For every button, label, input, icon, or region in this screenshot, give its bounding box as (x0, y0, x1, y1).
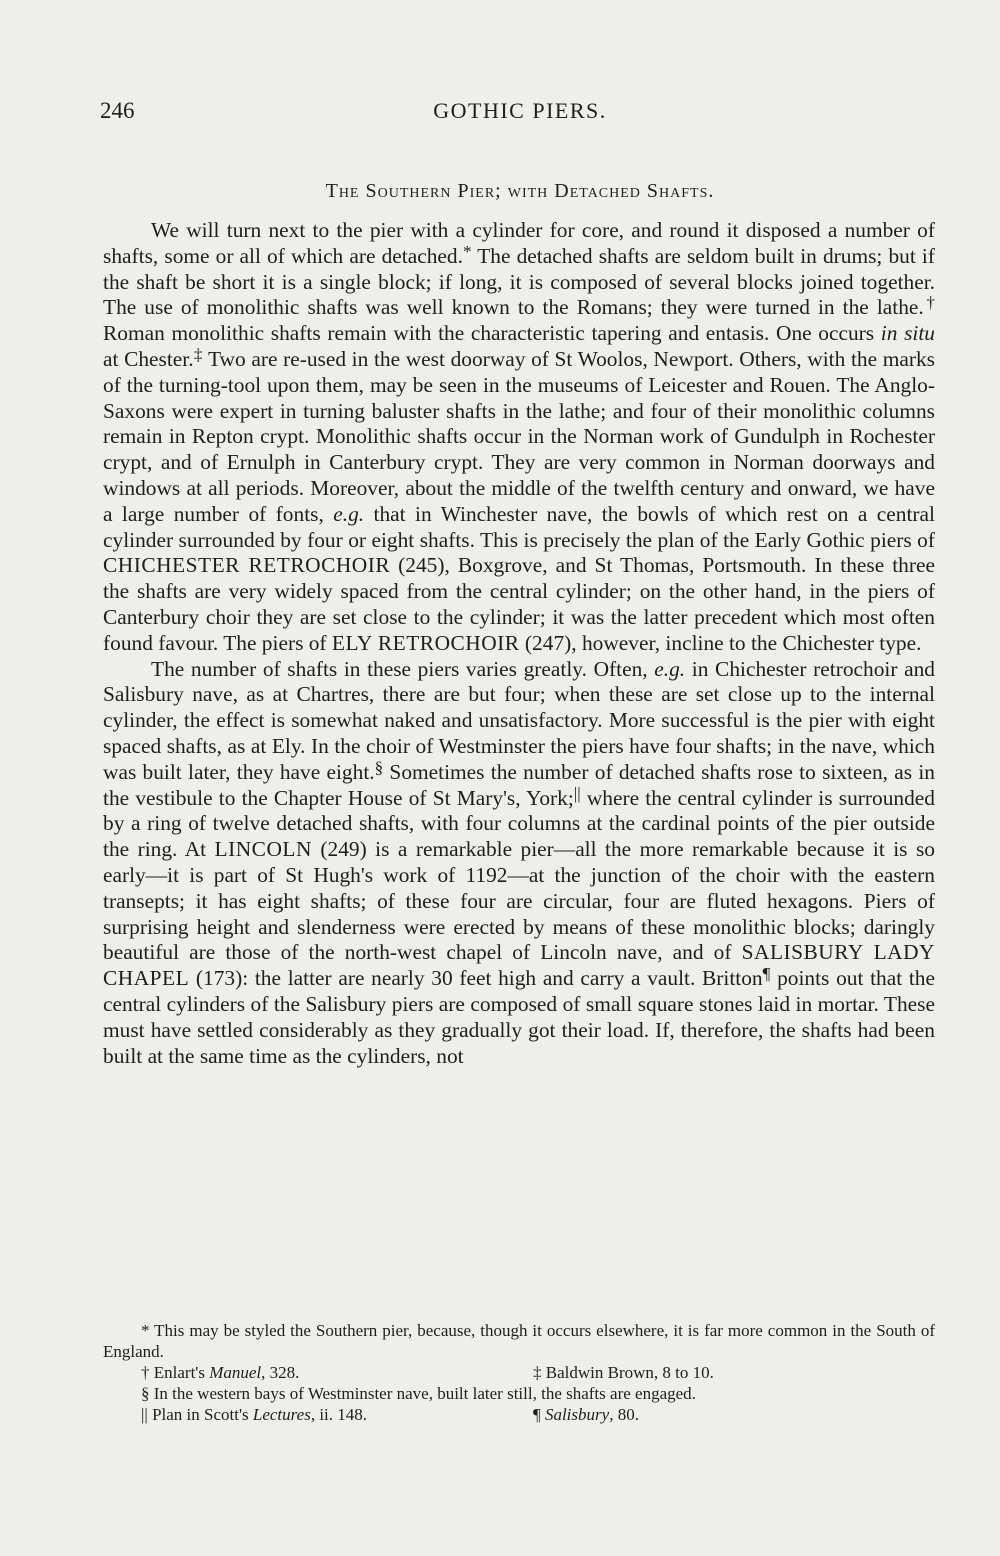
footnote-mark: † (141, 1363, 150, 1382)
footnote-mark: ¶ (533, 1405, 541, 1424)
figure-reference: LINCOLN (214, 837, 312, 862)
text-run: The number of shafts in these piers varies greatly. Often, (151, 656, 655, 681)
text-run: (173): the latter are nearly 30 feet high and carry a vault. Britton (189, 966, 763, 991)
figure-reference: SALISBURY LADY CHAPEL (103, 940, 935, 991)
footnote-ref-asterisk: * (462, 241, 472, 261)
text-run: Roman monolithic shafts remain with the characteristic tapering and entasis. One occurs (103, 321, 881, 346)
text-run: (249) is a remarkable pier—all the more remarkable because it is so early—it is part of St Hugh's work of 1192—at the junction of the choir with the eastern transepts; it has eight shafts; of these four are circular, four are fluted hexagons. Piers of surprising height and slenderness were erected by means of these monolithic blocks; daringly beautiful are those of the north-west chapel of Lincoln nave, and of (103, 837, 935, 965)
text-run: We will turn next to the pier with a cylinder for core, and round it disposed a number of shafts, some or all of which are detached. (103, 218, 935, 268)
footnote-text: In the western bays of Westminster nave, built later still, the shafts are engaged. (153, 1384, 696, 1403)
text-run: The detached shafts are seldom built in drums; but if the shaft be short it is a single block; if long, it is composed of several blocks joined together. The use of monolithic shafts was well known to the Romans; they were turned in the lathe. (103, 243, 935, 320)
footnote-row (103, 1404, 935, 1425)
footnote-ref-dagger: † (923, 293, 935, 313)
page-number: 246 (100, 98, 135, 123)
paragraph-2 (103, 657, 935, 1070)
text-run: in Chichester retrochoir and Salisbury nave, as at Chartres, there are but four; when these are set close up to the internal cylinder, the effect is somewhat naked and unsatisfactory. More successful is the pier with eight spaced shafts, as at Ely. In the choir of Westminster the piers have four shafts; in the nave, which was built later, they have eight. (103, 656, 935, 784)
paragraph-1 (103, 218, 935, 657)
footnote-ref-parallel: || (573, 783, 581, 803)
text-run: Two are re-used in the west doorway of St Woolos, Newport. Others, with the marks of the turning-tool upon them, may be seen in the museums of Leicester and Rouen. The Anglo-Saxons were expert in turning baluster shafts in the lathe; and four of their monolithic columns remain in Repton crypt. Monolithic shafts occur in the Norman work of Gundulph in Rochester crypt, and of Ernulph in Canterbury crypt. They are very common in Norman doorways and windows at all periods. Moreover, about the middle of the twelfth century and onward, we have a large number of fonts, (103, 346, 935, 526)
figure-reference: ELY RETROCHOIR (331, 630, 520, 655)
footnote-text: Enlart's (153, 1363, 210, 1382)
footnote-text: Plan in Scott's (152, 1405, 253, 1424)
figure-reference: CHICHESTER RETROCHOIR (103, 553, 391, 578)
footnote-title: Salisbury (544, 1405, 610, 1424)
footnote-title: Manuel (209, 1363, 262, 1382)
running-head (100, 98, 940, 138)
text-run: (245), Boxgrove, and St Thomas, Portsmouth. In these three the shafts are very widely spaced from the central cylinder; on the other hand, in the piers of Canterbury choir they are set close to the cylinder; it was the latter precedent which most often found favour. The piers of (103, 553, 935, 655)
italic-term: e.g. (333, 501, 365, 526)
footnote-ref-pilcrow: ¶ (762, 964, 771, 984)
footnotes (103, 1320, 935, 1425)
text-run: where the central cylinder is surrounded by a ring of twelve detached shafts, with four columns at the cardinal points of the pier outside the ring. At (103, 785, 935, 862)
text-run: Sometimes the number of detached shafts rose to sixteen, as in the vestibule to the Chapter House of St Mary's, York; (103, 759, 935, 810)
body-text (103, 218, 935, 1069)
section-heading: The Southern Pier; with Detached Shafts. (325, 180, 715, 202)
footnote-mark: || (141, 1405, 148, 1424)
footnote (533, 1362, 935, 1383)
italic-term: e.g. (654, 656, 686, 681)
footnote-ref-double-dagger: ‡ (193, 345, 203, 364)
footnote (103, 1383, 935, 1404)
footnote (533, 1404, 935, 1425)
text-run: at Chester. (103, 346, 194, 371)
footnote-row (103, 1362, 935, 1383)
footnote-mark: § (141, 1384, 150, 1403)
footnote-text: Baldwin Brown, 8 to 10. (545, 1363, 714, 1382)
footnote-ref-section: § (374, 757, 384, 777)
footnote (103, 1320, 935, 1362)
footnote-text: , 80. (609, 1405, 639, 1424)
footnote-mark: ‡ (533, 1363, 542, 1382)
text-run: (247), however, incline to the Chichester type. (519, 630, 922, 655)
footnote-title: Lectures (252, 1405, 311, 1424)
footnote-text: This may be styled the Southern pier, because, though it occurs elsewhere, it is far more common in the South of England. (103, 1321, 935, 1361)
text-run: points out that the central cylinders of the Salisbury piers are composed of small square stones laid in mortar. These must have settled considerably as they gradually got their load. If, therefore, the shafts had been built at the same time as the cylinders, not (103, 966, 935, 1068)
footnote (103, 1362, 533, 1383)
footnote-mark: * (141, 1321, 150, 1340)
italic-term: in situ (880, 321, 935, 346)
text-run: that in Winchester nave, the bowls of which rest on a central cylinder surrounded by four or eight shafts. This is precisely the plan of the Early Gothic piers of (103, 501, 935, 552)
footnote-text: , 328. (261, 1363, 300, 1382)
running-title: GOTHIC PIERS. (433, 98, 607, 123)
footnote (103, 1404, 533, 1425)
footnote-text: , ii. 148. (310, 1405, 368, 1424)
